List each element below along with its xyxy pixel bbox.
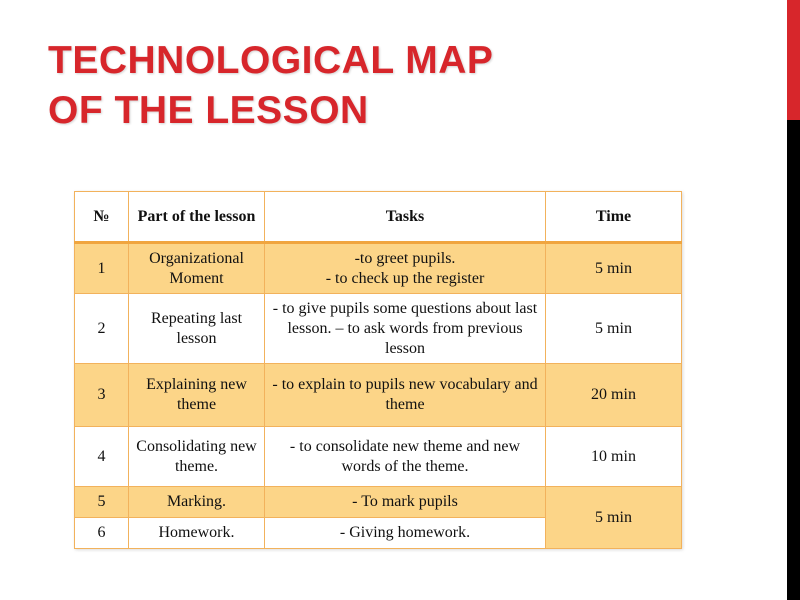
title-line-1: TECHNOLOGICAL MAP [48, 39, 494, 82]
table-row [75, 294, 682, 364]
row-part: Homework. [129, 518, 265, 549]
row-number: 5 [75, 487, 129, 518]
table-row [75, 427, 682, 487]
row-part: Repeating last lesson [129, 294, 265, 364]
row-number: 4 [75, 427, 129, 487]
row-part: Consolidating new theme. [129, 427, 265, 487]
row-number: 2 [75, 294, 129, 364]
row-tasks: - To mark pupils [265, 487, 546, 518]
table-row [75, 243, 682, 294]
header-part: Part of the lesson [129, 192, 265, 243]
row-part: Organizational Moment [129, 243, 265, 294]
row-time: 20 min [546, 364, 682, 427]
table-row [75, 364, 682, 427]
row-tasks: -to greet pupils. - to check up the register [265, 243, 546, 294]
accent-bar-red [787, 0, 800, 120]
row-number: 6 [75, 518, 129, 549]
row-number: 1 [75, 243, 129, 294]
row-tasks: - to give pupils some questions about last lesson. – to ask words from previous lesson [265, 294, 546, 364]
accent-bar-black [787, 120, 800, 600]
header-number: № [75, 192, 129, 243]
header-time: Time [546, 192, 682, 243]
row-tasks: - to explain to pupils new vocabulary and theme [265, 364, 546, 427]
row-time: 10 min [546, 427, 682, 487]
row-number: 3 [75, 364, 129, 427]
row-tasks: - to consolidate new theme and new words of the theme. [265, 427, 546, 487]
title-line-2: OF THE LESSON [48, 89, 369, 132]
row-time-merged: 5 min [546, 487, 682, 549]
table-header-row [75, 192, 682, 243]
lesson-plan-table [74, 191, 682, 549]
row-time: 5 min [546, 243, 682, 294]
header-tasks: Tasks [265, 192, 546, 243]
row-part: Marking. [129, 487, 265, 518]
row-tasks: - Giving homework. [265, 518, 546, 549]
table-row [75, 487, 682, 518]
slide-title [48, 36, 768, 136]
row-part: Explaining new theme [129, 364, 265, 427]
row-time: 5 min [546, 294, 682, 364]
